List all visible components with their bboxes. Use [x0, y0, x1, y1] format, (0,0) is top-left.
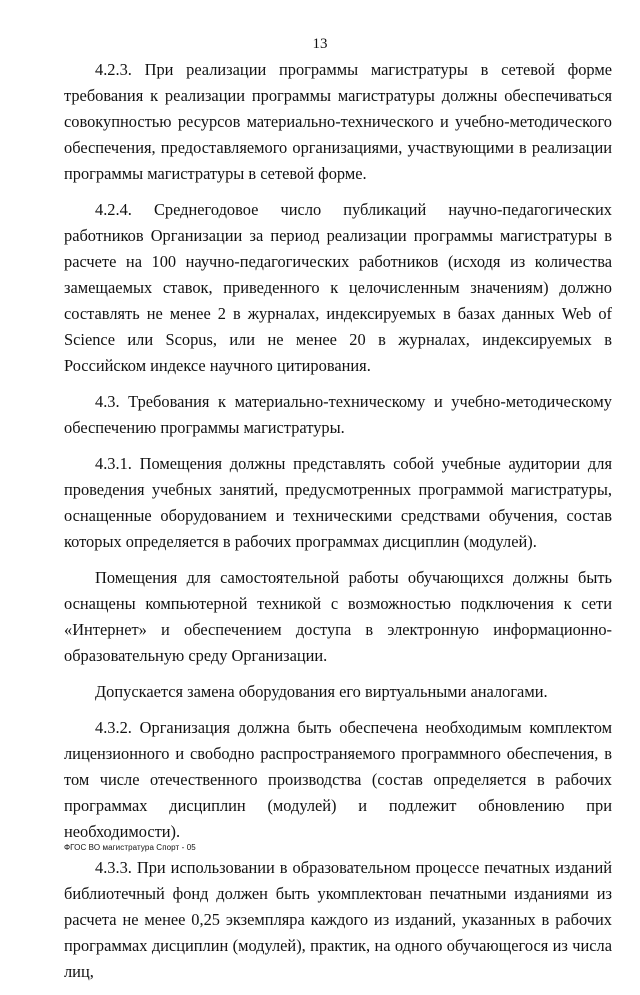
document-body	[64, 57, 612, 995]
paragraph-4-3-1: 4.3.1. Помещения должны представлять собой учебные аудитории для проведения учебных занятий, предусмотренных программой магистратуры, оснащенные оборудованием и техническими средствами обучения, состав которых определяется в рабочих программах дисциплин (модулей).	[64, 454, 612, 551]
paragraph-virtual-analogues: Допускается замена оборудования его виртуальными аналогами.	[95, 682, 548, 701]
paragraph-4-3-2: 4.3.2. Организация должна быть обеспечена необходимым комплектом лицензионного и свободно распространяемого программного обеспечения, в том числе отечественного производства (состав определяется в рабочих программах дисциплин (модулей) и подлежит обновлению при необходимости).	[64, 718, 612, 841]
paragraph-4-2-3: 4.2.3. При реализации программы магистратуры в сетевой форме требования к реализации программы магистратуры должны обеспечиваться совокупностью ресурсов материально-технического и учебно-методического обеспечения, предоставляемого организациями, участвующими в реализации программы магистратуры в сетевой форме.	[64, 60, 612, 183]
paragraph-4-3-3: 4.3.3. При использовании в образовательном процессе печатных изданий библиотечный фонд должен быть укомплектован печатными изданиями из расчета не менее 0,25 экземпляра каждого из изданий, указанных в рабочих программах дисциплин (модулей), практик, на одного обучающегося из числа лиц,	[64, 858, 612, 981]
document-footer: ФГОС ВО магистратура Спорт - 05	[64, 843, 196, 852]
paragraph-4-2-4: 4.2.4. Среднегодовое число публикаций научно-педагогических работников Организации за период реализации программы магистратуры в расчете на 100 научно-педагогических работников (исходя из количества замещаемых ставок, приведенного к целочисленным значениям) должно составлять не менее 2 в журналах, индексируемых в базах данных Web of Science или Scopus, или не менее 20 в журналах, индексируемых в Российском индексе научного цитирования.	[64, 200, 612, 375]
page-number: 13	[312, 36, 328, 52]
paragraph-4-3: 4.3. Требования к материально-техническому и учебно-методическому обеспечению программы магистратуры.	[64, 392, 612, 437]
paragraph-self-study-rooms: Помещения для самостоятельной работы обучающихся должны быть оснащены компьютерной техникой с возможностью подключения к сети «Интернет» и обеспечением доступа в электронную информационно-образовательную среду Организации.	[64, 568, 612, 665]
